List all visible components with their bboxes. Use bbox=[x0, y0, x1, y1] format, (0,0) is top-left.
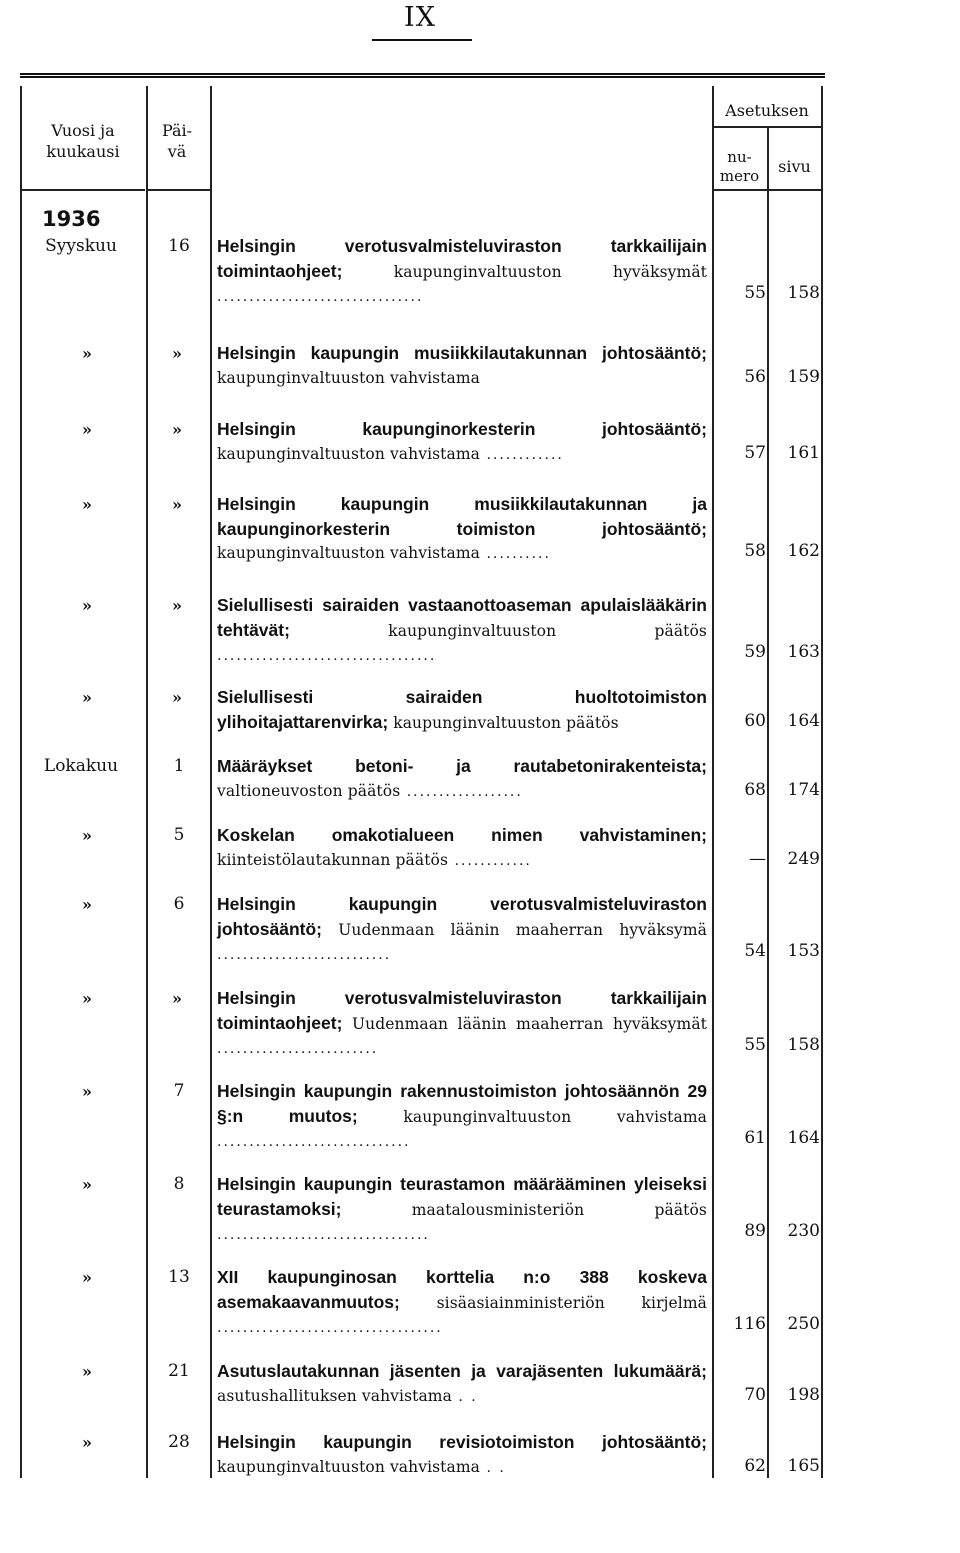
entry-title-subject: Helsingin kaupungin musiikkilautakunnan johtosääntö; bbox=[217, 343, 707, 363]
entry-day: 16 bbox=[168, 236, 190, 256]
entry-day: 13 bbox=[168, 1267, 190, 1287]
entry-dot-leader: . . bbox=[451, 1388, 478, 1405]
entry-dot-leader: ......................... bbox=[217, 1041, 379, 1058]
page-number: IX bbox=[404, 2, 436, 33]
rule-day-title bbox=[210, 86, 212, 1478]
entry-day: 28 bbox=[168, 1432, 190, 1452]
entry-title-subject: Helsingin kaupungin musiikkilautakunnan ja kaupunginorkesterin toimiston johtosääntö; bbox=[217, 494, 707, 539]
entry-dot-leader: ............ bbox=[448, 852, 532, 869]
entry-decree-number: 89 bbox=[744, 1221, 766, 1242]
entry-decree-page: 198 bbox=[787, 1384, 820, 1405]
entry-decree-page: 164 bbox=[787, 1128, 820, 1149]
month-ditto-mark: » bbox=[82, 1268, 92, 1287]
entry-decree-number: 55 bbox=[744, 1035, 766, 1056]
entry-decree-number: 62 bbox=[744, 1455, 766, 1476]
header-decree-split-rule bbox=[712, 126, 822, 128]
year-heading: 1936 bbox=[42, 207, 101, 231]
entry-title bbox=[217, 1266, 707, 1341]
entry-title-subject: Koskelan omakotialueen nimen vahvistaminen; bbox=[217, 825, 707, 845]
entry-day: 1 bbox=[173, 756, 185, 776]
entry-dot-leader: .............................. bbox=[217, 1134, 411, 1151]
entry-title-authority: kiinteistölautakunnan päätös bbox=[217, 850, 449, 869]
month-ditto-mark: » bbox=[82, 826, 92, 845]
entry-decree-number: 56 bbox=[744, 366, 766, 387]
entry-title-authority: Uudenmaan läänin maaherran hyväksymät bbox=[342, 1014, 707, 1033]
day-ditto-mark: » bbox=[172, 420, 182, 439]
entry-dot-leader: ................................. bbox=[217, 1227, 430, 1244]
entry-decree-page: 158 bbox=[787, 1035, 820, 1056]
page-number-rule bbox=[372, 39, 472, 41]
entry-title bbox=[217, 493, 707, 567]
entry-day: 8 bbox=[173, 1174, 185, 1194]
entry-title-subject: Helsingin kaupungin verotusvalmisteluviraston johtosääntö; bbox=[217, 894, 707, 939]
month-ditto-mark: » bbox=[82, 344, 92, 363]
entry-title bbox=[217, 824, 707, 873]
entry-title bbox=[217, 1431, 707, 1480]
entry-title-subject: Asutuslautakunnan jäsenten ja varajäsenten lukumäärä; bbox=[217, 1361, 707, 1381]
entry-title-authority: kaupunginvaltuuston vahvistama bbox=[217, 444, 480, 463]
entry-title-authority: Uudenmaan läänin maaherran hyväksymä bbox=[322, 920, 707, 939]
header-day-line1: Päi- bbox=[161, 121, 193, 140]
month-ditto-mark: » bbox=[82, 895, 92, 914]
entry-decree-number: 68 bbox=[744, 779, 766, 800]
entry-decree-number: 55 bbox=[744, 283, 766, 304]
header-year-month-line2: kuukausi bbox=[46, 142, 120, 161]
entry-title bbox=[217, 893, 707, 968]
entry-title-authority: kaupunginvaltuuston vahvistama bbox=[357, 1107, 707, 1126]
entry-decree-number: 54 bbox=[744, 941, 766, 962]
entry-dot-leader: .................. bbox=[400, 783, 523, 800]
entry-title bbox=[217, 1080, 707, 1155]
day-ditto-mark: » bbox=[172, 344, 182, 363]
entry-decree-number: 59 bbox=[744, 642, 766, 663]
day-ditto-mark: » bbox=[172, 495, 182, 514]
month-ditto-mark: » bbox=[82, 1362, 92, 1381]
entry-decree-page: 165 bbox=[787, 1455, 820, 1476]
day-ditto-mark: » bbox=[172, 596, 182, 615]
header-day-line2: vä bbox=[167, 142, 187, 161]
entry-title-authority: kaupunginvaltuuston vahvistama bbox=[217, 1457, 480, 1476]
entry-title-authority: maatalousministeriön päätös bbox=[341, 1200, 707, 1219]
entry-decree-number: 116 bbox=[733, 1314, 766, 1335]
entry-decree-number: 70 bbox=[744, 1384, 766, 1405]
entry-title bbox=[217, 418, 707, 467]
month-ditto-mark: » bbox=[82, 688, 92, 707]
entry-title-subject: Sielullisesti sairaiden huoltotoimiston ylihoitajattarenvirka; bbox=[217, 687, 707, 732]
header-bottom-rule-day bbox=[146, 189, 210, 191]
entry-month: Syyskuu bbox=[45, 236, 117, 256]
entry-decree-page: 158 bbox=[787, 283, 820, 304]
header-year-month-line1: Vuosi ja bbox=[51, 121, 115, 140]
month-ditto-mark: » bbox=[82, 495, 92, 514]
entry-decree-number: 57 bbox=[744, 442, 766, 463]
header-bottom-rule bbox=[20, 189, 145, 191]
entry-decree-number: — bbox=[749, 848, 766, 869]
entry-decree-page: 249 bbox=[787, 848, 820, 869]
entry-title bbox=[217, 686, 707, 736]
header-decree-number-line2: mero bbox=[719, 167, 760, 185]
entry-title-subject: Määräykset betoni- ja rautabetonirakenteista; bbox=[217, 756, 707, 776]
entry-decree-number: 61 bbox=[744, 1128, 766, 1149]
header-bottom-rule-decree bbox=[712, 189, 822, 191]
entry-dot-leader: ................................... bbox=[217, 1320, 443, 1337]
entry-title bbox=[217, 987, 707, 1062]
entry-dot-leader: ................................ bbox=[217, 289, 424, 306]
entry-decree-page: 164 bbox=[787, 710, 820, 731]
entry-title-subject: XII kaupunginosan korttelia n:o 388 koskeva asemakaavanmuutos; bbox=[217, 1267, 707, 1312]
month-ditto-mark: » bbox=[82, 596, 92, 615]
entry-title-authority: kaupunginvaltuuston päätös bbox=[388, 713, 619, 732]
entry-dot-leader: ............ bbox=[480, 446, 564, 463]
month-ditto-mark: » bbox=[82, 989, 92, 1008]
entry-decree-page: 250 bbox=[787, 1314, 820, 1335]
entry-title bbox=[217, 235, 707, 310]
header-decree: Asetuksen bbox=[725, 101, 809, 120]
header-year-month bbox=[20, 120, 146, 162]
entry-day: 5 bbox=[173, 825, 185, 845]
entry-decree-page: 174 bbox=[787, 779, 820, 800]
entry-title-subject: Helsingin kaupungin rakennustoimiston johtosäännön 29 §:n muutos; bbox=[217, 1081, 707, 1126]
entry-title-authority: kaupunginvaltuuston vahvistama bbox=[217, 368, 480, 387]
entry-decree-page: 153 bbox=[787, 941, 820, 962]
entry-title-subject: Sielullisesti sairaiden vastaanottoaseman apulaislääkärin tehtävät; bbox=[217, 595, 707, 640]
entry-title-subject: Helsingin kaupungin teurastamon määrääminen yleiseksi teurastamoksi; bbox=[217, 1174, 707, 1219]
top-double-rule bbox=[20, 73, 825, 78]
entry-decree-number: 58 bbox=[744, 541, 766, 562]
entry-decree-number: 60 bbox=[744, 710, 766, 731]
entry-dot-leader: .......... bbox=[480, 546, 551, 563]
entry-dot-leader: . . bbox=[480, 1459, 506, 1476]
header-decree-page: sivu bbox=[778, 157, 811, 176]
day-ditto-mark: » bbox=[172, 989, 182, 1008]
day-ditto-mark: » bbox=[172, 688, 182, 707]
month-ditto-mark: » bbox=[82, 1433, 92, 1452]
entry-title-authority: asutushallituksen vahvistama bbox=[217, 1386, 452, 1405]
entry-title bbox=[217, 342, 707, 391]
entry-day: 21 bbox=[168, 1361, 190, 1381]
header-decree-number bbox=[712, 148, 767, 186]
entry-decree-page: 159 bbox=[787, 366, 820, 387]
month-ditto-mark: » bbox=[82, 1175, 92, 1194]
entry-title-authority: valtioneuvoston päätös bbox=[217, 781, 401, 800]
entry-title-authority: kaupunginvaltuuston vahvistama bbox=[217, 544, 480, 563]
rule-right-edge bbox=[821, 86, 823, 1478]
entry-title-authority: sisäasiainministeriön kirjelmä bbox=[399, 1293, 707, 1312]
entry-day: 7 bbox=[173, 1081, 185, 1101]
rule-left-edge bbox=[20, 86, 22, 1478]
entry-title-authority: kaupunginvaltuuston hyväksymät bbox=[342, 262, 707, 281]
entry-title-subject: Helsingin verotusvalmisteluviraston tarkkailijain toimintaohjeet; bbox=[217, 236, 707, 281]
entry-title bbox=[217, 1360, 707, 1409]
entry-title-subject: Helsingin verotusvalmisteluviraston tarkkailijain toimintaohjeet; bbox=[217, 988, 707, 1033]
entry-day: 6 bbox=[173, 894, 185, 914]
month-ditto-mark: » bbox=[82, 1082, 92, 1101]
entry-title-authority: kaupunginvaltuuston päätös bbox=[289, 621, 707, 640]
entry-title bbox=[217, 1173, 707, 1248]
entry-dot-leader: ........................... bbox=[217, 947, 392, 964]
rule-number-page bbox=[767, 126, 769, 1478]
entry-decree-page: 163 bbox=[787, 642, 820, 663]
header-day bbox=[146, 120, 208, 162]
entry-title-subject: Helsingin kaupunginorkesterin johtosääntö; bbox=[217, 419, 707, 439]
entry-dot-leader: .................................. bbox=[217, 648, 437, 665]
header-decree-number-line1: nu- bbox=[727, 148, 752, 166]
entry-decree-page: 161 bbox=[787, 442, 820, 463]
entry-decree-page: 162 bbox=[787, 541, 820, 562]
entry-decree-page: 230 bbox=[787, 1221, 820, 1242]
entry-title bbox=[217, 755, 707, 804]
month-ditto-mark: » bbox=[82, 420, 92, 439]
entry-title bbox=[217, 594, 707, 669]
entry-title-subject: Helsingin kaupungin revisiotoimiston johtosääntö; bbox=[217, 1432, 707, 1452]
entry-month: Lokakuu bbox=[43, 756, 119, 776]
